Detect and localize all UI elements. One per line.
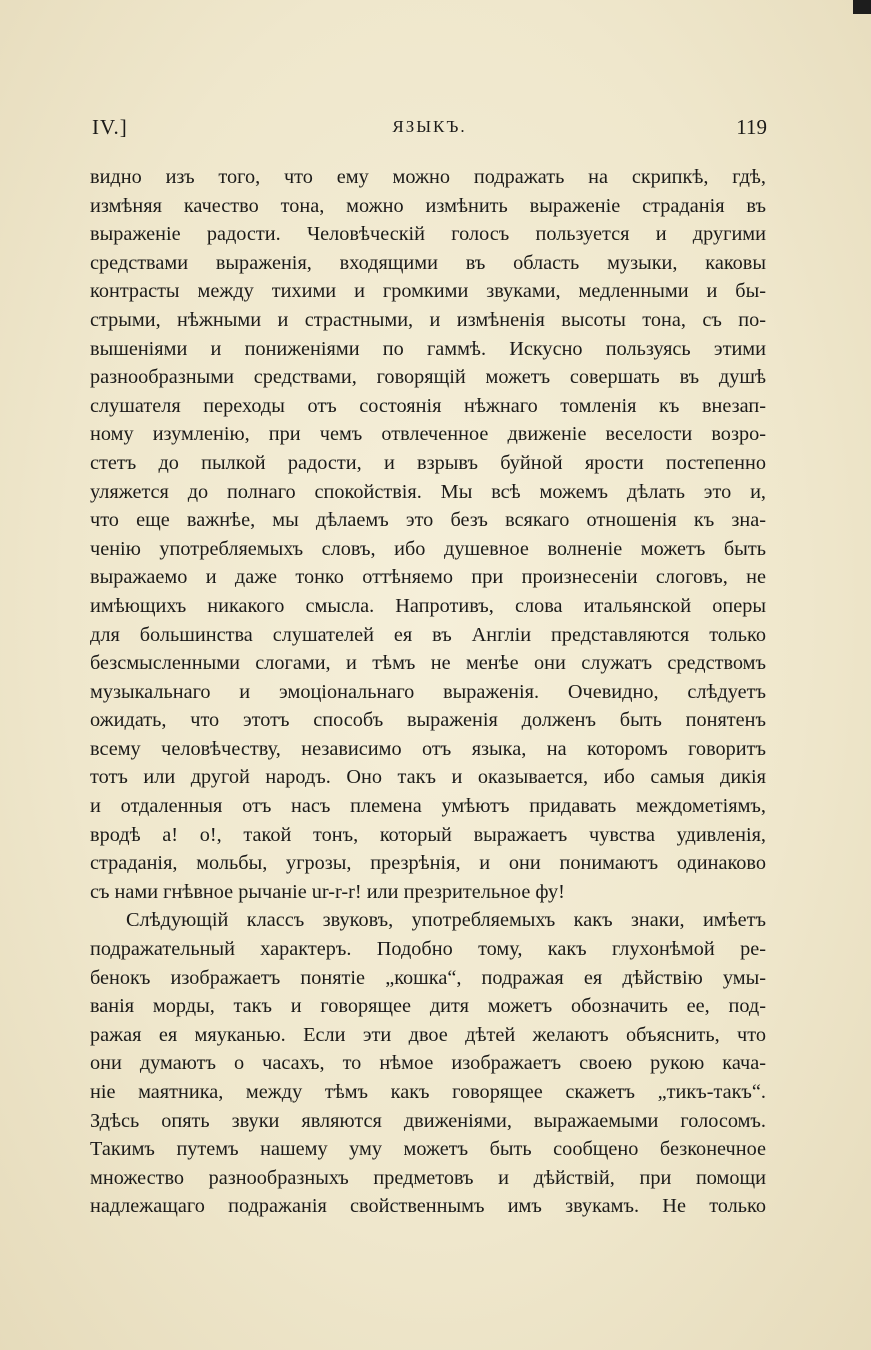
text-line: имѣющихъ никакого смысла. Напротивъ, слова итальянской оперы [90, 594, 766, 617]
text-line: бенокъ изображаетъ понятіе „кошка“, подражая ея дѣйствію умы- [90, 966, 766, 989]
text-line: вродѣ а! о!, такой тонъ, который выражаетъ чувства удивленія, [90, 823, 766, 846]
chapter-marker: IV.] [92, 115, 128, 139]
running-header [92, 115, 767, 145]
text-line: съ нами гнѣвное рычаніе ur-r-r! или презрительное фу! [90, 880, 565, 903]
text-line: ванія морды, такъ и говорящее дитя можетъ обозначить ее, под- [90, 995, 766, 1018]
running-title: ЯЗЫКЪ. [392, 117, 467, 136]
text-line: подражательный характеръ. Подобно тому, какъ глухонѣмой ре- [90, 938, 766, 961]
text-line: вышеніями и пониженіями по гаммѣ. Искусно пользуясь этими [90, 337, 766, 360]
scan-edge-mark [853, 0, 871, 14]
text-line: для большинства слушателей ея въ Англіи представляются только [90, 623, 766, 646]
text-line: всему человѣчеству, независимо отъ языка, на которомъ говоритъ [90, 737, 766, 760]
text-line: выраженіе радости. Человѣческій голосъ пользуется и другими [90, 223, 766, 246]
text-line: множество разнообразныхъ предметовъ и дѣйствій, при помощи [90, 1166, 766, 1189]
text-line: безсмысленными слогами, и тѣмъ не менѣе они служатъ средствомъ [90, 652, 766, 675]
page-number: 119 [736, 115, 767, 139]
text-line: страданія, мольбы, угрозы, презрѣнія, и они понимаютъ одинаково [90, 852, 766, 875]
text-line: стетъ до пылкой радости, и взрывъ буйной ярости постепенно [90, 451, 766, 474]
text-line: ражая ея мяуканью. Если эти двое дѣтей желаютъ объяснить, что [90, 1023, 766, 1046]
text-line: Такимъ путемъ нашему уму можетъ быть сообщено безконечное [90, 1138, 766, 1161]
text-line: разнообразными средствами, говорящій можетъ совершать въ душѣ [90, 366, 766, 389]
text-line: средствами выраженія, входящими въ область музыки, каковы [90, 251, 766, 274]
text-line: Здѣсь опять звуки являются движеніями, выражаемыми голосомъ. [90, 1109, 766, 1132]
text-line: выражаемо и даже тонко оттѣняемо при произнесеніи слоговъ, не [90, 566, 766, 589]
text-line: что еще важнѣе, мы дѣлаемъ это безъ всякаго отношенія къ зна- [90, 509, 766, 532]
text-line: уляжется до полнаго спокойствія. Мы всѣ можемъ дѣлать это и, [90, 480, 766, 503]
text-line: и отдаленныя отъ насъ племена умѣютъ придавать междометіямъ, [90, 795, 766, 818]
text-line: слушателя переходы отъ состоянія нѣжнаго томленія къ внезап- [90, 394, 766, 417]
body-text [90, 163, 766, 1221]
text-line: измѣняя качество тона, можно измѣнить выраженіе страданія въ [90, 194, 766, 217]
text-line: надлежащаго подражанія свойственнымъ имъ звукамъ. Не только [90, 1195, 766, 1218]
paragraph [90, 906, 766, 1221]
text-line: стрыми, нѣжными и страстными, и измѣненія высоты тона, съ по- [90, 308, 766, 331]
text-line: ченію употребляемыхъ словъ, ибо душевное волненіе можетъ быть [90, 537, 766, 560]
text-line: контрасты между тихими и громкими звуками, медленными и бы- [90, 280, 766, 303]
text-line: ожидать, что этотъ способъ выраженія долженъ быть понятенъ [90, 709, 766, 732]
text-line: тотъ или другой народъ. Оно такъ и оказывается, ибо самыя дикія [90, 766, 766, 789]
text-line: музыкальнаго и эмоціональнаго выраженія. Очевидно, слѣдуетъ [90, 680, 766, 703]
text-line: ному изумленію, при чемъ отвлеченное движеніе веселости возро- [90, 423, 766, 446]
paragraph [90, 163, 766, 906]
text-line: ніе маятника, между тѣмъ какъ говорящее скажетъ „тикъ-такъ“. [90, 1081, 766, 1103]
text-line: они думаютъ о часахъ, то нѣмое изображаетъ своею рукою кача- [90, 1052, 766, 1075]
text-line: Слѣдующій классъ звуковъ, употребляемыхъ какъ знаки, имѣетъ [126, 909, 766, 932]
text-line: видно изъ того, что ему можно подражать на скрипкѣ, гдѣ, [90, 166, 766, 188]
